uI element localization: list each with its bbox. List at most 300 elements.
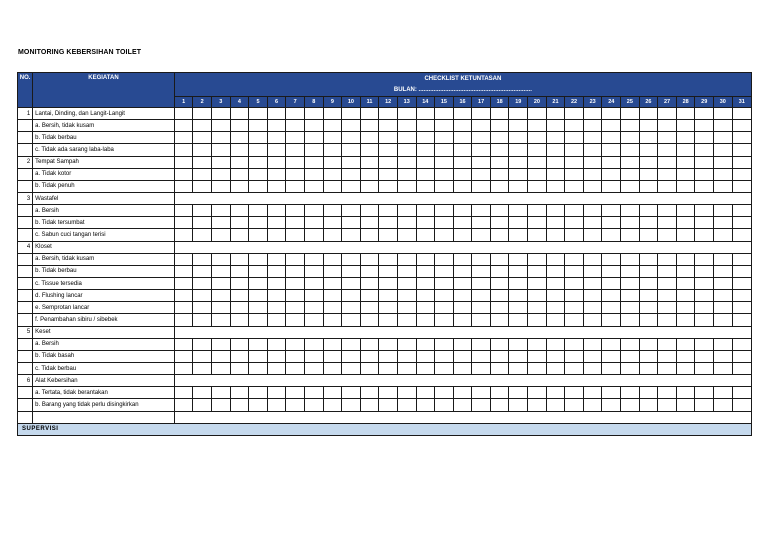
check-cell[interactable] [714, 265, 733, 277]
check-cell[interactable] [528, 253, 547, 265]
check-cell[interactable] [249, 156, 268, 168]
check-cell[interactable] [528, 362, 547, 374]
check-cell[interactable] [453, 120, 472, 132]
check-cell[interactable] [472, 362, 491, 374]
check-cell[interactable] [397, 156, 416, 168]
check-cell[interactable] [267, 132, 286, 144]
check-cell[interactable] [304, 229, 323, 241]
check-cell[interactable] [379, 217, 398, 229]
check-cell[interactable] [546, 253, 565, 265]
check-cell[interactable] [565, 302, 584, 314]
check-cell[interactable] [435, 290, 454, 302]
check-cell[interactable] [416, 156, 435, 168]
check-cell[interactable] [714, 302, 733, 314]
check-cell[interactable] [416, 399, 435, 411]
check-cell[interactable] [490, 205, 509, 217]
check-cell[interactable] [602, 387, 621, 399]
check-cell[interactable] [583, 314, 602, 326]
check-cell[interactable] [639, 217, 658, 229]
check-cell[interactable] [267, 229, 286, 241]
check-cell[interactable] [546, 205, 565, 217]
check-cell[interactable] [509, 132, 528, 144]
check-cell[interactable] [658, 156, 677, 168]
check-cell[interactable] [565, 168, 584, 180]
check-cell[interactable] [360, 132, 379, 144]
check-cell[interactable] [435, 132, 454, 144]
check-cell[interactable] [286, 144, 305, 156]
check-cell[interactable] [435, 338, 454, 350]
check-cell[interactable] [583, 362, 602, 374]
check-cell[interactable] [174, 205, 193, 217]
check-cell[interactable] [304, 168, 323, 180]
check-cell[interactable] [379, 168, 398, 180]
check-cell[interactable] [267, 338, 286, 350]
check-cell[interactable] [193, 217, 212, 229]
check-cell[interactable] [193, 399, 212, 411]
check-cell[interactable] [230, 399, 249, 411]
check-cell[interactable] [490, 253, 509, 265]
check-cell[interactable] [695, 350, 714, 362]
check-cell[interactable] [732, 156, 751, 168]
check-cell[interactable] [249, 229, 268, 241]
check-cell[interactable] [174, 338, 193, 350]
check-cell[interactable] [323, 120, 342, 132]
check-cell[interactable] [174, 362, 193, 374]
check-cell[interactable] [583, 144, 602, 156]
check-cell[interactable] [342, 338, 361, 350]
check-cell[interactable] [602, 265, 621, 277]
check-cell[interactable] [546, 277, 565, 289]
check-cell[interactable] [714, 168, 733, 180]
check-cell[interactable] [416, 229, 435, 241]
check-cell[interactable] [286, 156, 305, 168]
check-cell[interactable] [193, 156, 212, 168]
check-cell[interactable] [174, 265, 193, 277]
check-cell[interactable] [304, 144, 323, 156]
check-cell[interactable] [174, 144, 193, 156]
check-cell[interactable] [193, 302, 212, 314]
check-cell[interactable] [602, 338, 621, 350]
check-cell[interactable] [230, 277, 249, 289]
check-cell[interactable] [286, 362, 305, 374]
check-cell[interactable] [323, 265, 342, 277]
check-cell[interactable] [397, 168, 416, 180]
check-cell[interactable] [230, 265, 249, 277]
check-cell[interactable] [658, 277, 677, 289]
check-cell[interactable] [453, 132, 472, 144]
check-cell[interactable] [621, 338, 640, 350]
check-cell[interactable] [379, 387, 398, 399]
check-cell[interactable] [286, 290, 305, 302]
check-cell[interactable] [695, 399, 714, 411]
check-cell[interactable] [397, 253, 416, 265]
check-cell[interactable] [416, 144, 435, 156]
check-cell[interactable] [193, 205, 212, 217]
check-cell[interactable] [621, 180, 640, 192]
check-cell[interactable] [342, 290, 361, 302]
check-cell[interactable] [621, 350, 640, 362]
check-cell[interactable] [249, 217, 268, 229]
check-cell[interactable] [546, 265, 565, 277]
check-cell[interactable] [416, 132, 435, 144]
check-cell[interactable] [360, 277, 379, 289]
check-cell[interactable] [342, 265, 361, 277]
check-cell[interactable] [416, 120, 435, 132]
check-cell[interactable] [639, 205, 658, 217]
check-cell[interactable] [602, 120, 621, 132]
check-cell[interactable] [304, 387, 323, 399]
check-cell[interactable] [676, 338, 695, 350]
check-cell[interactable] [472, 277, 491, 289]
check-cell[interactable] [695, 217, 714, 229]
check-cell[interactable] [304, 156, 323, 168]
check-cell[interactable] [379, 350, 398, 362]
check-cell[interactable] [249, 387, 268, 399]
check-cell[interactable] [379, 229, 398, 241]
check-cell[interactable] [639, 314, 658, 326]
check-cell[interactable] [490, 362, 509, 374]
check-cell[interactable] [193, 350, 212, 362]
check-cell[interactable] [639, 290, 658, 302]
check-cell[interactable] [435, 180, 454, 192]
check-cell[interactable] [211, 362, 230, 374]
check-cell[interactable] [379, 302, 398, 314]
check-cell[interactable] [435, 229, 454, 241]
check-cell[interactable] [397, 290, 416, 302]
check-cell[interactable] [211, 205, 230, 217]
check-cell[interactable] [546, 120, 565, 132]
check-cell[interactable] [528, 290, 547, 302]
check-cell[interactable] [342, 144, 361, 156]
check-cell[interactable] [602, 277, 621, 289]
check-cell[interactable] [435, 302, 454, 314]
check-cell[interactable] [621, 302, 640, 314]
check-cell[interactable] [621, 290, 640, 302]
check-cell[interactable] [453, 229, 472, 241]
check-cell[interactable] [565, 108, 584, 120]
check-cell[interactable] [230, 132, 249, 144]
check-cell[interactable] [193, 180, 212, 192]
check-cell[interactable] [490, 277, 509, 289]
check-cell[interactable] [583, 338, 602, 350]
check-cell[interactable] [546, 362, 565, 374]
check-cell[interactable] [174, 253, 193, 265]
check-cell[interactable] [193, 290, 212, 302]
check-cell[interactable] [621, 132, 640, 144]
check-cell[interactable] [509, 362, 528, 374]
check-cell[interactable] [509, 399, 528, 411]
check-cell[interactable] [323, 399, 342, 411]
check-cell[interactable] [658, 362, 677, 374]
check-cell[interactable] [323, 277, 342, 289]
check-cell[interactable] [323, 205, 342, 217]
check-cell[interactable] [286, 277, 305, 289]
check-cell[interactable] [230, 156, 249, 168]
check-cell[interactable] [714, 399, 733, 411]
check-cell[interactable] [267, 108, 286, 120]
check-cell[interactable] [546, 399, 565, 411]
check-cell[interactable] [490, 229, 509, 241]
check-cell[interactable] [602, 205, 621, 217]
check-cell[interactable] [435, 362, 454, 374]
check-cell[interactable] [583, 399, 602, 411]
check-cell[interactable] [360, 205, 379, 217]
check-cell[interactable] [360, 144, 379, 156]
check-cell[interactable] [509, 338, 528, 350]
check-cell[interactable] [360, 265, 379, 277]
check-cell[interactable] [360, 180, 379, 192]
check-cell[interactable] [230, 314, 249, 326]
check-cell[interactable] [621, 168, 640, 180]
check-cell[interactable] [286, 108, 305, 120]
check-cell[interactable] [658, 387, 677, 399]
check-cell[interactable] [621, 120, 640, 132]
check-cell[interactable] [509, 205, 528, 217]
check-cell[interactable] [639, 180, 658, 192]
check-cell[interactable] [249, 168, 268, 180]
check-cell[interactable] [490, 265, 509, 277]
check-cell[interactable] [397, 265, 416, 277]
check-cell[interactable] [583, 290, 602, 302]
check-cell[interactable] [565, 314, 584, 326]
check-cell[interactable] [342, 399, 361, 411]
check-cell[interactable] [695, 120, 714, 132]
check-cell[interactable] [211, 314, 230, 326]
check-cell[interactable] [267, 350, 286, 362]
check-cell[interactable] [323, 156, 342, 168]
check-cell[interactable] [397, 132, 416, 144]
check-cell[interactable] [509, 156, 528, 168]
check-cell[interactable] [714, 144, 733, 156]
check-cell[interactable] [639, 338, 658, 350]
check-cell[interactable] [342, 350, 361, 362]
check-cell[interactable] [695, 314, 714, 326]
check-cell[interactable] [397, 387, 416, 399]
check-cell[interactable] [676, 265, 695, 277]
check-cell[interactable] [583, 132, 602, 144]
check-cell[interactable] [453, 290, 472, 302]
check-cell[interactable] [211, 132, 230, 144]
check-cell[interactable] [732, 277, 751, 289]
check-cell[interactable] [695, 338, 714, 350]
check-cell[interactable] [583, 108, 602, 120]
check-cell[interactable] [732, 120, 751, 132]
check-cell[interactable] [230, 108, 249, 120]
check-cell[interactable] [416, 302, 435, 314]
check-cell[interactable] [490, 180, 509, 192]
check-cell[interactable] [714, 217, 733, 229]
check-cell[interactable] [621, 314, 640, 326]
check-cell[interactable] [602, 362, 621, 374]
check-cell[interactable] [397, 314, 416, 326]
check-cell[interactable] [323, 217, 342, 229]
check-cell[interactable] [267, 205, 286, 217]
check-cell[interactable] [490, 168, 509, 180]
check-cell[interactable] [602, 399, 621, 411]
check-cell[interactable] [714, 338, 733, 350]
check-cell[interactable] [174, 180, 193, 192]
check-cell[interactable] [379, 399, 398, 411]
check-cell[interactable] [621, 144, 640, 156]
check-cell[interactable] [286, 205, 305, 217]
check-cell[interactable] [360, 302, 379, 314]
check-cell[interactable] [453, 108, 472, 120]
check-cell[interactable] [732, 217, 751, 229]
check-cell[interactable] [472, 132, 491, 144]
check-cell[interactable] [193, 132, 212, 144]
check-cell[interactable] [528, 314, 547, 326]
check-cell[interactable] [360, 108, 379, 120]
check-cell[interactable] [714, 350, 733, 362]
check-cell[interactable] [676, 168, 695, 180]
check-cell[interactable] [211, 120, 230, 132]
check-cell[interactable] [565, 277, 584, 289]
check-cell[interactable] [565, 205, 584, 217]
check-cell[interactable] [639, 132, 658, 144]
check-cell[interactable] [490, 399, 509, 411]
check-cell[interactable] [602, 253, 621, 265]
check-cell[interactable] [695, 156, 714, 168]
check-cell[interactable] [695, 290, 714, 302]
check-cell[interactable] [732, 265, 751, 277]
check-cell[interactable] [546, 338, 565, 350]
check-cell[interactable] [323, 253, 342, 265]
check-cell[interactable] [658, 338, 677, 350]
check-cell[interactable] [323, 338, 342, 350]
check-cell[interactable] [230, 144, 249, 156]
check-cell[interactable] [639, 253, 658, 265]
check-cell[interactable] [211, 302, 230, 314]
check-cell[interactable] [360, 290, 379, 302]
check-cell[interactable] [676, 290, 695, 302]
check-cell[interactable] [174, 314, 193, 326]
check-cell[interactable] [714, 253, 733, 265]
check-cell[interactable] [509, 253, 528, 265]
check-cell[interactable] [342, 387, 361, 399]
check-cell[interactable] [676, 362, 695, 374]
check-cell[interactable] [342, 168, 361, 180]
check-cell[interactable] [528, 387, 547, 399]
check-cell[interactable] [453, 265, 472, 277]
check-cell[interactable] [453, 302, 472, 314]
check-cell[interactable] [416, 168, 435, 180]
check-cell[interactable] [639, 144, 658, 156]
check-cell[interactable] [435, 265, 454, 277]
check-cell[interactable] [360, 362, 379, 374]
check-cell[interactable] [249, 302, 268, 314]
check-cell[interactable] [267, 302, 286, 314]
check-cell[interactable] [546, 180, 565, 192]
check-cell[interactable] [304, 362, 323, 374]
check-cell[interactable] [323, 180, 342, 192]
check-cell[interactable] [583, 387, 602, 399]
check-cell[interactable] [193, 168, 212, 180]
check-cell[interactable] [323, 144, 342, 156]
check-cell[interactable] [509, 217, 528, 229]
check-cell[interactable] [565, 399, 584, 411]
check-cell[interactable] [193, 338, 212, 350]
check-cell[interactable] [546, 314, 565, 326]
check-cell[interactable] [211, 265, 230, 277]
check-cell[interactable] [676, 156, 695, 168]
check-cell[interactable] [658, 168, 677, 180]
check-cell[interactable] [509, 350, 528, 362]
check-cell[interactable] [249, 265, 268, 277]
check-cell[interactable] [565, 265, 584, 277]
check-cell[interactable] [546, 132, 565, 144]
check-cell[interactable] [342, 253, 361, 265]
check-cell[interactable] [249, 180, 268, 192]
check-cell[interactable] [528, 302, 547, 314]
check-cell[interactable] [528, 350, 547, 362]
check-cell[interactable] [490, 290, 509, 302]
check-cell[interactable] [286, 265, 305, 277]
check-cell[interactable] [546, 387, 565, 399]
check-cell[interactable] [490, 156, 509, 168]
check-cell[interactable] [323, 314, 342, 326]
check-cell[interactable] [397, 180, 416, 192]
check-cell[interactable] [565, 387, 584, 399]
check-cell[interactable] [602, 108, 621, 120]
check-cell[interactable] [676, 205, 695, 217]
check-cell[interactable] [193, 144, 212, 156]
check-cell[interactable] [267, 314, 286, 326]
check-cell[interactable] [174, 217, 193, 229]
check-cell[interactable] [714, 205, 733, 217]
check-cell[interactable] [286, 399, 305, 411]
check-cell[interactable] [621, 253, 640, 265]
check-cell[interactable] [583, 350, 602, 362]
check-cell[interactable] [342, 205, 361, 217]
check-cell[interactable] [676, 277, 695, 289]
check-cell[interactable] [602, 290, 621, 302]
check-cell[interactable] [509, 314, 528, 326]
check-cell[interactable] [435, 120, 454, 132]
check-cell[interactable] [286, 350, 305, 362]
check-cell[interactable] [621, 229, 640, 241]
check-cell[interactable] [732, 108, 751, 120]
check-cell[interactable] [286, 229, 305, 241]
check-cell[interactable] [360, 217, 379, 229]
check-cell[interactable] [416, 108, 435, 120]
check-cell[interactable] [453, 156, 472, 168]
check-cell[interactable] [490, 132, 509, 144]
check-cell[interactable] [267, 217, 286, 229]
check-cell[interactable] [472, 338, 491, 350]
check-cell[interactable] [342, 132, 361, 144]
check-cell[interactable] [304, 265, 323, 277]
check-cell[interactable] [565, 144, 584, 156]
check-cell[interactable] [639, 108, 658, 120]
check-cell[interactable] [602, 302, 621, 314]
check-cell[interactable] [435, 108, 454, 120]
check-cell[interactable] [639, 350, 658, 362]
check-cell[interactable] [193, 120, 212, 132]
check-cell[interactable] [676, 314, 695, 326]
check-cell[interactable] [528, 144, 547, 156]
check-cell[interactable] [639, 277, 658, 289]
check-cell[interactable] [528, 229, 547, 241]
check-cell[interactable] [714, 314, 733, 326]
check-cell[interactable] [621, 108, 640, 120]
check-cell[interactable] [230, 387, 249, 399]
check-cell[interactable] [695, 108, 714, 120]
check-cell[interactable] [342, 180, 361, 192]
check-cell[interactable] [211, 156, 230, 168]
check-cell[interactable] [193, 387, 212, 399]
check-cell[interactable] [472, 144, 491, 156]
check-cell[interactable] [621, 205, 640, 217]
